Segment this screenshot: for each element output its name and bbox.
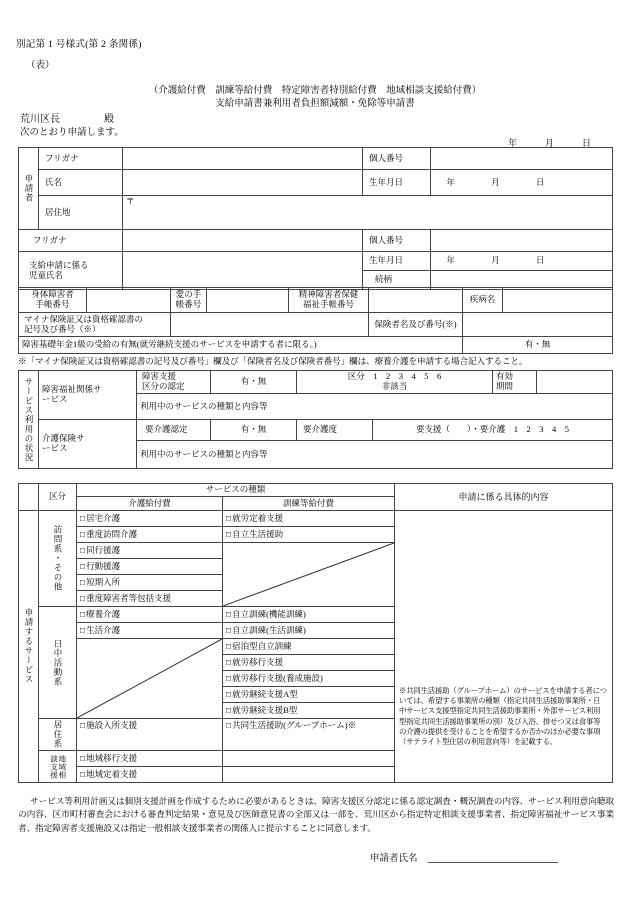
apply-sentence: 次のとおり申請します。 [20,128,124,138]
blank-diagonal-cell-1 [223,543,395,607]
service-row [19,511,613,527]
applicant-mynumber-label: 個人番号 [363,148,431,170]
insurer-name-label: 保険者名及び番号(※) [369,313,463,337]
applicant-address-label: 居住地 [39,196,123,230]
valid-period-input[interactable] [537,371,613,394]
child-name-row [19,252,613,271]
pension-label: 障害基礎年金1級の受給の有無(就労継続支援のサービスを申請する者に限る。) [19,337,463,354]
checkbox-icon[interactable]: □ [226,624,232,635]
physical-certificate-input[interactable] [87,288,171,313]
welfare-service-label: 障害福祉関係サ ービス [39,371,137,420]
service-checkbox-kyotaku[interactable]: □居宅介護 [77,511,223,527]
service-checkbox-doukou[interactable]: □同行援護 [77,543,223,559]
checkbox-icon[interactable]: □ [80,560,86,571]
child-name-label: 支給申請に係る 児童氏名 [19,252,123,290]
addressee [20,110,114,125]
child-mynumber-input[interactable] [431,230,613,252]
insurer-name-input[interactable] [463,313,613,337]
service-checkbox-chiiki-ikou[interactable]: □地域移行支援 [77,751,223,767]
checkbox-icon[interactable]: □ [226,704,232,715]
applicant-furigana-row [19,148,613,170]
applicant-address-input[interactable] [123,196,613,230]
services-table [18,483,613,783]
birth-month-label: 月 [491,176,500,187]
service-checkbox-jiritsu-seikatsu-kunren[interactable]: □自立訓練(生活訓練) [223,623,395,639]
checkbox-icon[interactable]: □ [226,608,232,619]
checkbox-icon[interactable]: □ [226,672,232,683]
child-mynumber-label: 個人番号 [363,230,431,252]
service-checkbox-judo-houkatsu[interactable]: □重度障害者等包括支援 [77,591,223,607]
checkbox-icon[interactable]: □ [226,720,232,730]
service-checkbox-chiiki-teichaku[interactable]: □地域定着支援 [77,767,223,783]
checkbox-icon[interactable]: □ [80,624,86,635]
group-label-chiiki: 談支援 地域相 [39,751,77,783]
certificate-numbers-row [19,288,613,313]
child-birth-year-label: 年 [446,255,456,266]
shien-kubun-value[interactable]: 区分 1 2 3 4 5 6 非該当 [297,371,493,394]
physical-certificate-label: 身体障害者 手帳番号 [19,288,87,313]
col-kunren-header: 訓練等給付費 [223,497,395,511]
detail-input[interactable] [395,511,613,783]
birth-day-label: 日 [536,176,545,187]
signature-area [370,850,558,864]
applicant-name-row [19,170,613,196]
service-checkbox-ikou[interactable]: □就労移行支援 [223,655,395,671]
group-label-kyoju: 居住系 [39,719,77,751]
date-month-label: 月 [545,138,555,148]
welfare-service-row [19,371,613,394]
child-birth-day-label: 日 [536,255,545,266]
mental-certificate-input[interactable] [369,288,463,313]
shien-kubun-umu[interactable]: 有・無 [211,371,297,394]
service-checkbox-keizoku-a[interactable]: □就労継続支援A型 [223,687,395,703]
checkbox-icon[interactable]: □ [80,752,86,763]
service-checkbox-koudou[interactable]: □行動援護 [77,559,223,575]
service-checkbox-jiritsu-seikatsu[interactable]: □自立生活援助 [223,527,395,543]
checkbox-icon[interactable]: □ [226,688,232,699]
youkaigo-umu[interactable]: 有・無 [211,420,297,441]
service-status-side-label: サービス利用の状況 [19,371,39,469]
service-checkbox-kyodo-seikatsu[interactable]: □共同生活援助(グループホーム)※ [223,719,395,751]
addressee-name: 荒川区長 [20,114,60,125]
group-label-homon: 訪問系・その他 [39,511,77,607]
checkbox-icon[interactable]: □ [80,576,86,587]
youkaigo-nintei-label: 要介護認定 [137,420,211,441]
checkbox-icon[interactable]: □ [80,720,86,730]
youshien-value[interactable]: 要支援（ ）・要介護 1 2 3 4 5 [373,420,613,441]
service-checkbox-shurou-teichaku[interactable]: □就労定着支援 [223,511,395,527]
insurance-row [19,313,613,337]
checkbox-icon[interactable]: □ [226,528,232,539]
date-day-label: 日 [582,138,592,148]
checkbox-icon[interactable]: □ [80,528,86,539]
insurance-number-input[interactable] [171,313,369,337]
kaigo-using-services[interactable]: 利用中のサービスの種類と内容等 [137,441,613,469]
groups-home-memo: ※共同生活援助（グループホーム）のサービスを申請する者については、希望する事業所の種類（指定共同生活援助事業所・日中サービス支援型指定共同生活援助事業所・外部サービス利用型指定共同生活援助事業所の別）及び入浴、排せつ又は食事等の介護の提供を受けることを希望するか否かのほか必要な事項（サテライト型住居の利用意向等）を記載する。 [399,686,607,747]
kubun-header: 区分 [39,484,77,511]
shien-kubun-label: 障害支援 区分の認定 [137,371,211,394]
service-checkbox-tanki[interactable]: □短期入所 [77,575,223,591]
form-title-line2: 支給申請書兼利用者負担額減額・免除等申請書 [215,99,415,109]
kaigo-insurance-label: 介護保険サ ービス [39,420,137,469]
checkbox-icon[interactable]: □ [80,544,86,555]
checkbox-icon[interactable]: □ [226,512,232,523]
pension-value[interactable]: 有・無 [463,337,613,354]
child-birthdate-input[interactable] [431,252,613,271]
signature-label: 申請者氏名 [370,854,418,864]
disease-name-input[interactable] [503,288,613,313]
service-checkbox-seikatsu[interactable]: □生活介護 [77,623,223,639]
service-checkbox-ryoyo[interactable]: □療養介護 [77,607,223,623]
child-furigana-input[interactable] [123,230,363,252]
applicant-name-input[interactable] [123,170,363,196]
postal-mark: 〒 [126,196,135,206]
service-checkbox-shukuhaku[interactable]: □宿泊型自立訓練 [223,639,395,655]
applicant-furigana-input[interactable] [123,148,363,170]
col-kaigo-header: 介護給付費 [77,497,223,511]
group-label-nitchu: 日中活動系 [39,607,77,719]
checkbox-icon[interactable]: □ [80,592,86,603]
service-checkbox-jiritsu-kinou[interactable]: □自立訓練(機能訓練) [223,607,395,623]
detail-header: 申請に係る具体的内容 [395,484,613,511]
child-birthdate-label: 生年月日 [363,252,431,271]
signature-line[interactable] [428,851,558,863]
checkbox-icon[interactable]: □ [226,656,232,667]
applicant-side-label: 申請者 [19,148,39,230]
insurance-number-label: マイナ保険証又は資格確認書の 記号及び番号（※） [19,313,171,337]
service-checkbox-judo-homon[interactable]: □重度訪問介護 [77,527,223,543]
pension-row [19,337,613,354]
youkaigo-do-label: 要介護度 [297,420,373,441]
date-year-label: 年 [508,138,518,148]
checkbox-icon[interactable]: □ [226,640,232,651]
blank-diagonal-cell-2 [77,639,223,719]
service-checkbox-keizoku-b[interactable]: □就労継続支援B型 [223,703,395,719]
consent-paragraph: サービス等利用計画又は個別支援計画を作成するために必要があるときは、障害支援区分認定に係る認定調査・概況調査の内容、サービス利用意向聴取の内容、区市町村審査会における審査判定結果・意見及び医師意見書の全部又は一部を、荒川区から指定特定相談支援事業者、指定障害福祉サービス事業者、指定障害者支援施設又は指定一般相談支援事業者の関係人に提示することに同意します。 [18,796,614,833]
certificates-table [18,287,613,354]
child-birth-month-label: 月 [491,255,500,266]
kaigo-insurance-row [19,420,613,441]
ainotecho-label: 愛の手 帳番号 [171,288,207,313]
service-checkbox-ikou-yousei[interactable]: □就労移行支援(養成施設) [223,671,395,687]
child-name-input[interactable] [123,252,363,290]
welfare-using-services[interactable]: 利用中のサービスの種類と内容等 [137,394,613,420]
service-type-header: サービスの種類 [77,484,395,497]
ainotecho-input[interactable] [207,288,289,313]
child-furigana-row [19,230,613,252]
diagonal-strike-icon [77,639,222,718]
mental-certificate-label: 精神障害者保健 福祉手帳番号 [289,288,369,313]
checkbox-icon[interactable]: □ [80,608,86,619]
applicant-table [18,147,613,290]
service-status-table [18,370,613,469]
applicant-mynumber-input[interactable] [431,148,613,170]
valid-period-label: 有効 期間 [493,371,537,394]
addressee-suffix: 殿 [104,114,114,125]
checkbox-icon[interactable]: □ [80,768,86,779]
applicant-birthdate-label: 生年月日 [363,170,431,196]
applicant-address-row [19,196,613,230]
applicant-furigana-label: フリガナ [39,148,123,170]
child-relation-label: 続柄 [363,271,431,290]
applicant-birthdate-input[interactable] [431,170,613,196]
service-checkbox-shisetsu-nyusho[interactable]: □施設入所支援 [77,719,223,751]
diagonal-strike-icon [223,543,394,606]
certificates-footnote: ※「マイナ保険証又は資格確認書の記号及び番号」欄及び「保険者名及び保険者番号」欄は、療養介護を申請する場合記入すること。 [18,356,528,366]
blank-cell-chiiki-1 [223,751,395,767]
form-number: 別記第 1 号様式(第 2 条関係) [16,40,142,50]
omote-label: （表） [26,61,55,71]
blank-cell-chiiki-2 [223,767,395,783]
services-side-label: 申請するサービス [19,511,39,783]
checkbox-icon[interactable]: □ [80,512,86,523]
services-header-row1 [19,484,613,497]
form-title-line1: （介護給付費 訓練等給付費 特定障害者特別給付費 地域相談支援給付費） [148,86,482,96]
birth-year-label: 年 [446,176,456,187]
child-furigana-label: フリガナ [19,230,123,252]
applicant-name-label: 氏名 [39,170,123,196]
disease-name-label: 疾病名 [463,288,503,313]
